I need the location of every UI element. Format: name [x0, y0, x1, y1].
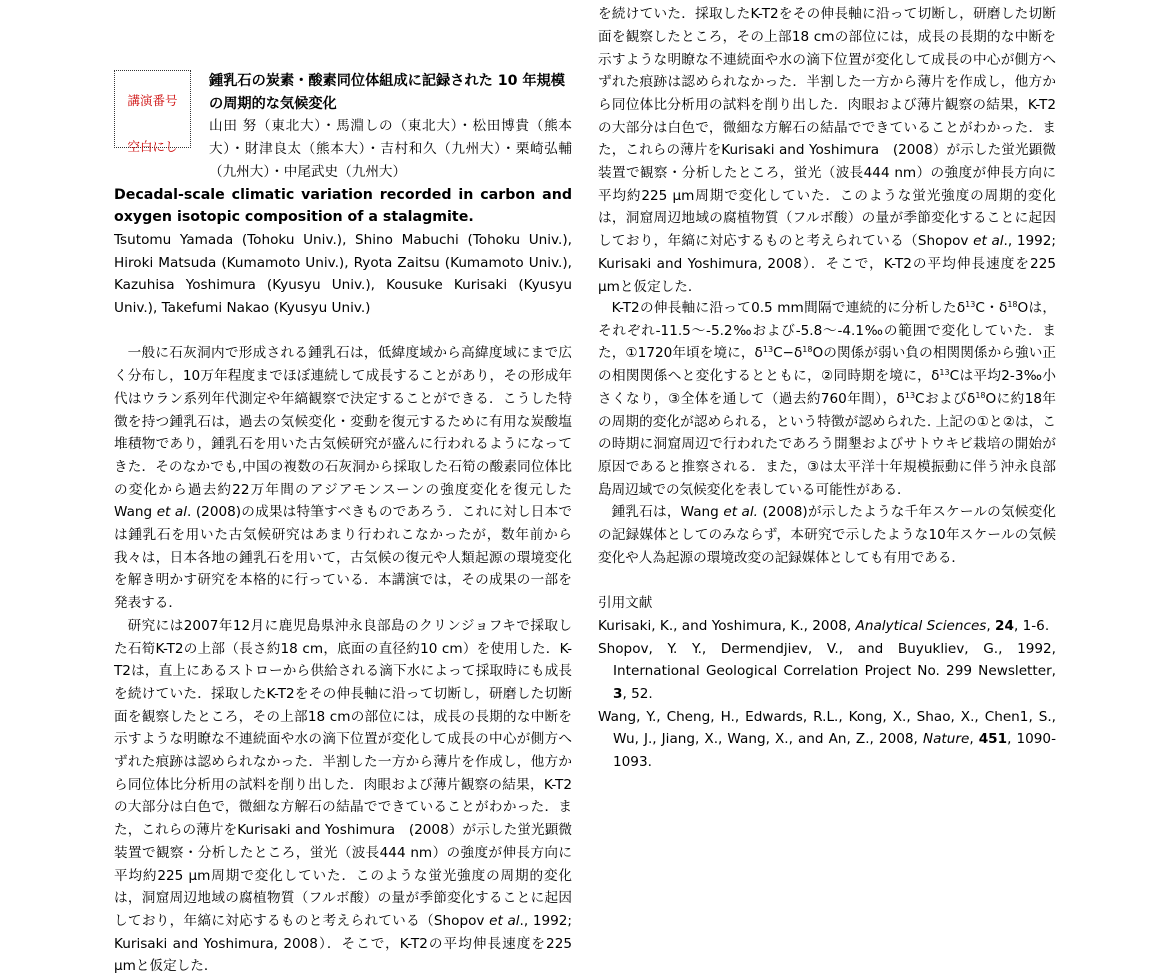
authors-japanese: 山田 努（東北大）・馬淵しの（東北大）・松田博貴（熊本大）・財津良太（熊本大）・吉村和久（九州大）・栗崎弘輔（九州大）・中尾武史（九州大） [209, 118, 572, 180]
authors-english: Tsutomu Yamada (Tohoku Univ.), Shino Mabuchi (Tohoku Univ.), Hiroki Matsuda (Kumamoto Univ.), Ryota Zaitsu (Kumamoto Univ.), Kazuhisa Yoshimura (Kyusyu Univ.), Kousuke Kurisaki (Kyusyu Univ.), Takefumi Nakao (Kyusyu Univ.) [114, 231, 572, 317]
results-text-b: C・δ [975, 300, 1008, 316]
sup-13: 13 [965, 300, 976, 309]
sup-13: 13 [939, 368, 950, 378]
results-text-a: K-T2の伸長軸に沿って0.5 mm間隔で連続的に分析したδ [611, 300, 966, 316]
ref-pages: , 52. [622, 685, 653, 702]
paragraph-conclusion [598, 501, 1056, 569]
results-text-h: Oに約18年の周期的変化が認められる，という特徴が認められた. 上記の①と②は，この時期に洞窟周辺で行われたであろう開墾およびサトウキビ栽培の開始が原因であると推察される．また，③は太平洋十年規模振動に伴う沖永良部島周辺域での気候変化を表している可能性がある． [598, 390, 1057, 498]
title-english: Decadal-scale climatic variation recorded in carbon and oxygen isotopic composition of a stalagmite. [114, 186, 572, 226]
ref-pages: , 1-6. [1013, 617, 1050, 634]
reference-item [598, 638, 1056, 706]
intro-text-b: . (2008)の成果は特筆すべきものであろう．これに対し日本では鍾乳石を用いた古気候研究はあまり行われこなかったが，数年前から我々は，日本各地の鍾乳石を用いて，古気候の復元や人類起源の環境変化を解き明かす研究を本格的に行っている．本講演では，その成果の一部を発表する． [114, 504, 573, 612]
results-text-f: Cは平均2-3‰小さくなり，③全体を通して（過去約760年間），δ [598, 368, 1056, 407]
methods-cont-text-a: を続けていた．採取したK-T2をその伸長軸に沿って切断し，研磨した切断面を観察したところ，その上部18 cmの部位には，成長の長期的な中断を示すような明瞭な不連続面や水の滴下位置が変化して成長の中心が側方へずれた痕跡は認められなかった．半割した一方から薄片を作成し，他方から同位体比分析用の試料を削り出した．肉眼および薄片観察の結果，K-T2の大部分は白色で，微細な方解石の結晶でできていることがわかった．また，これらの薄片をKurisaki and Yoshimura (2008）が示した蛍光顕微装置で観察・分析したところ，蛍光（波長444 nm）の強度が伸長方向に平均約225 μm周期で変化していた．このような蛍光強度の周期的変化は，洞窟周辺地域の腐植物質（フルボ酸）の量が季節変化することに起因しており，年縞に対応するものと考えられている（Shopov [598, 6, 1056, 250]
sup-13: 13 [904, 390, 916, 400]
ref-sep: , [969, 731, 979, 748]
results-text-g: Cおよびδ [915, 390, 976, 407]
methods-text-a: 研究には2007年12月に鹿児島県沖永良部島のクリンジョフキで採取した石筍K-T2の上部（長さ約18 cm，底面の直径約10 cm）を使用した．K-T2は，直上にあるストローから供給される滴下水によって採取時にも成長を続けていた．採取したK-T2をその伸長軸に沿って切断し，研磨した切断面を観察したところ，その上部18 cmの部位には，成長の長期的な中断を示すような明瞭な不連続面や水の滴下位置が変化して成長の中心が側方へずれた痕跡は認められなかった．半割した一方から薄片を作成し，他方から同位体比分析用の試料を削り出した．肉眼および薄片観察の結果，K-T2の大部分は白色で，微細な方解石の結晶でできていることがわかった．また，これらの薄片をKurisaki and Yoshimura (2008）が示した蛍光顕微装置で観察・分析したところ，蛍光（波長444 nm）の強度が伸長方向に平均約225 μm周期で変化していた．このような蛍光強度の周期的変化は，洞窟周辺地域の腐植物質（フルボ酸）の量が季節変化することに起因しており，年縞に対応するものと考えられている（Shopov [114, 617, 572, 929]
presentation-number-note: 空白にし [127, 139, 178, 154]
ref-volume: 451 [978, 731, 1008, 748]
presentation-number-box [114, 70, 191, 154]
results-text-c: Oは，それぞれ-11.5～-5.2‰および-5.8～-4.1‰の範囲で変化していた．また，①1720年頃を境に，δ [598, 300, 1057, 362]
ref-pages: , 1090-1093. [613, 731, 1056, 771]
methods-cont-text-b: ., 1992; Kurisaki and Yoshimura, 2008）．そこで，K-T2の平均伸長速度を225 μmと仮定した． [598, 233, 1057, 295]
title-japanese: 鍾乳石の炭素・酸素同位体組成に記録された 10 年規模の周期的な気候変化 [209, 73, 565, 112]
sup-18: 18 [975, 390, 986, 400]
ref-volume: 3 [613, 685, 623, 702]
intro-text-a: 一般に石灰洞内で形成される鍾乳石は，低緯度域から高緯度域にまで広く分布し，10万年程度までほぼ連続して成長することがあり，その形成年代はウラン系列年代測定や年縞観察で決定することができる．こうした特徴を持つ鍾乳石は，過去の気候変化・変動を復元するために有用な炭酸塩堆積物であり，鍾乳石を用いた古気候研究が盛んに行われるようになってきた．そのなかでも,中国の複数の石灰洞から採取した石筍の酸素同位体比の変化から過去約22万年間のアジアモンスーンの強度変化を復元したWang [114, 345, 572, 521]
reference-item [598, 615, 1056, 638]
right-column [598, 6, 1057, 774]
methods-cont-etal: et al [973, 233, 1004, 250]
sup-13: 13 [762, 345, 774, 355]
spacer [114, 320, 572, 343]
methods-continuation [598, 6, 1057, 297]
paragraph-introduction [114, 342, 572, 614]
ref-sep: , [986, 617, 996, 634]
paragraph-results [598, 297, 1056, 501]
ref-volume: 24 [995, 617, 1014, 634]
references-heading: 引用文献 [598, 595, 653, 612]
conclusion-text-b: (2008)が示したような千年スケールの気候変化の記録媒体としてのみならず，本研究で示したような10年スケールの気候変化や人為起源の環境改変の記録媒体としても有用である． [598, 504, 1057, 566]
header-block [209, 70, 572, 184]
paragraph-methods [114, 615, 573, 975]
conclusion-etal: et al. [723, 504, 758, 521]
methods-text-b: ., 1992; Kurisaki and Yoshimura, 2008）．そこで，K-T2の平均伸長速度を225 μmと仮定した． [114, 913, 573, 975]
sup-18: 18 [802, 345, 813, 355]
ref-authors: Shopov, Y. Y., Dermendjiev, V., and Buyukliev, G., 1992, International Geological Correlation Project No. 299 Newsletter, [598, 640, 1056, 680]
spacer [598, 569, 1056, 592]
results-text-e: Oの関係が弱い負の相関関係から強い正の相関関係へと変化するとともに，②同時期を境に，δ [598, 345, 1056, 385]
ref-journal: Analytical Sciences [855, 617, 987, 634]
paragraph-methods-continued [598, 0, 1056, 298]
methods-etal: et al [489, 913, 520, 929]
conclusion-text-a: 鍾乳石は，Wang [611, 504, 724, 521]
ref-journal: Nature [922, 731, 970, 748]
reference-item [598, 706, 1056, 774]
presentation-number-label: 講演番号 [127, 93, 178, 108]
results-text-d: C−δ [773, 345, 803, 362]
intro-etal: et al [156, 504, 188, 521]
sup-18: 18 [1007, 300, 1018, 309]
left-column [114, 70, 573, 975]
ref-authors: Wang, Y., Cheng, H., Edwards, R.L., Kong, X., Shao, X., Chen1, S., Wu, J., Jiang, X., Wang, X., and An, Z., 2008, [598, 708, 1056, 748]
ref-authors: Kurisaki, K., and Yoshimura, K., 2008, [598, 617, 856, 634]
